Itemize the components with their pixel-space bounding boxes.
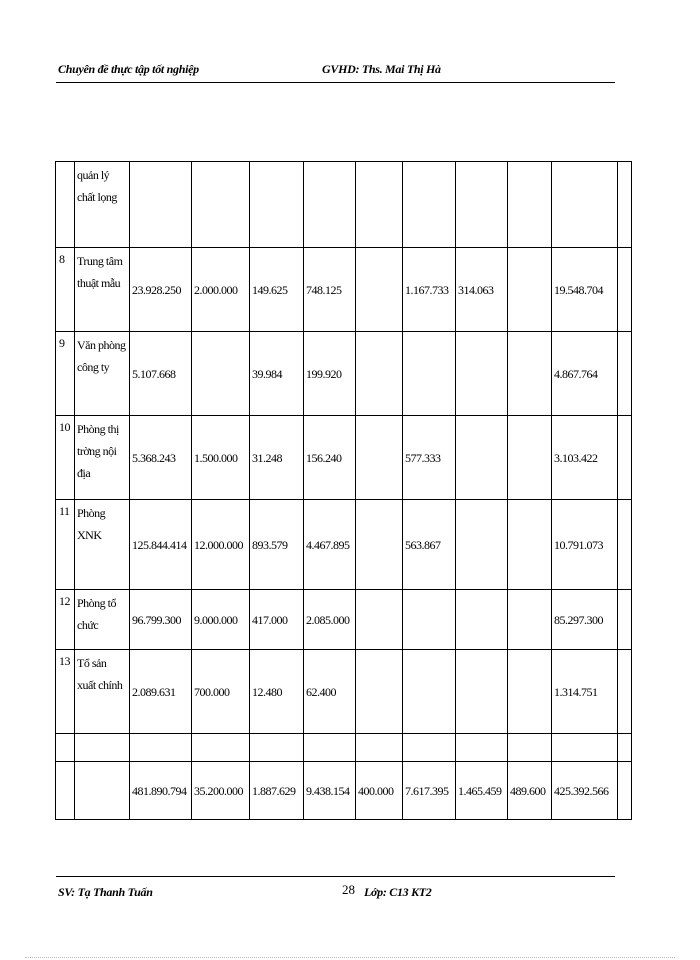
amount-cell bbox=[618, 332, 632, 416]
amount-cell: 125.844.414 bbox=[130, 500, 192, 590]
amount-cell bbox=[130, 734, 192, 762]
table-row bbox=[56, 416, 632, 500]
amount-cell bbox=[456, 650, 508, 734]
amount-cell bbox=[250, 162, 304, 248]
amount-cell bbox=[130, 162, 192, 248]
unit-name-cell: Trung tâm thuật mẫu bbox=[75, 248, 130, 332]
unit-name-cell: Phòng thị trờng nội địa bbox=[75, 416, 130, 500]
amount-cell bbox=[618, 650, 632, 734]
row-number-cell bbox=[56, 762, 75, 820]
amount-cell bbox=[456, 416, 508, 500]
table-row bbox=[56, 650, 632, 734]
amount-cell: 35.200.000 bbox=[192, 762, 250, 820]
amount-cell: 5.368.243 bbox=[130, 416, 192, 500]
amount-cell: 2.000.000 bbox=[192, 248, 250, 332]
amount-cell: 314.063 bbox=[456, 248, 508, 332]
amount-cell bbox=[618, 762, 632, 820]
amount-cell bbox=[403, 734, 456, 762]
amount-cell: 62.400 bbox=[304, 650, 356, 734]
amount-cell: 10.791.073 bbox=[552, 500, 618, 590]
amount-cell bbox=[552, 162, 618, 248]
table-row bbox=[56, 332, 632, 416]
amount-cell: 417.000 bbox=[250, 590, 304, 650]
amount-cell bbox=[403, 650, 456, 734]
amount-cell: 1.314.751 bbox=[552, 650, 618, 734]
amount-cell bbox=[250, 734, 304, 762]
data-table bbox=[55, 161, 632, 820]
amount-cell: 700.000 bbox=[192, 650, 250, 734]
amount-cell: 19.548.704 bbox=[552, 248, 618, 332]
amount-cell: 400.000 bbox=[356, 762, 403, 820]
amount-cell bbox=[403, 162, 456, 248]
amount-cell: 425.392.566 bbox=[552, 762, 618, 820]
amount-cell bbox=[456, 590, 508, 650]
page-number: 28 bbox=[342, 882, 355, 897]
amount-cell bbox=[508, 734, 552, 762]
amount-cell: 5.107.668 bbox=[130, 332, 192, 416]
amount-cell: 481.890.794 bbox=[130, 762, 192, 820]
unit-name-cell: Văn phòng công ty bbox=[75, 332, 130, 416]
amount-cell bbox=[356, 650, 403, 734]
amount-cell bbox=[192, 162, 250, 248]
amount-cell bbox=[192, 332, 250, 416]
amount-cell: 39.984 bbox=[250, 332, 304, 416]
amount-cell bbox=[508, 650, 552, 734]
amount-cell bbox=[618, 416, 632, 500]
amount-cell: 199.920 bbox=[304, 332, 356, 416]
unit-name-cell bbox=[75, 762, 130, 820]
unit-name-cell: Phòng XNK bbox=[75, 500, 130, 590]
amount-cell: 156.240 bbox=[304, 416, 356, 500]
row-number-cell: 11 bbox=[56, 500, 75, 590]
amount-cell: 1.465.459 bbox=[456, 762, 508, 820]
amount-cell: 9.438.154 bbox=[304, 762, 356, 820]
amount-cell: 2.089.631 bbox=[130, 650, 192, 734]
amount-cell bbox=[403, 590, 456, 650]
amount-cell bbox=[356, 590, 403, 650]
amount-cell: 23.928.250 bbox=[130, 248, 192, 332]
amount-cell: 1.500.000 bbox=[192, 416, 250, 500]
amount-cell bbox=[304, 734, 356, 762]
amount-cell bbox=[356, 332, 403, 416]
running-footer-right: Lớp: C13 KT2 bbox=[364, 885, 432, 899]
amount-cell: 9.000.000 bbox=[192, 590, 250, 650]
row-number-cell: 10 bbox=[56, 416, 75, 500]
amount-cell bbox=[304, 162, 356, 248]
amount-cell bbox=[192, 734, 250, 762]
row-number-cell: 9 bbox=[56, 332, 75, 416]
table-row bbox=[56, 500, 632, 590]
amount-cell: 85.297.300 bbox=[552, 590, 618, 650]
amount-cell bbox=[356, 734, 403, 762]
amount-cell: 1.887.629 bbox=[250, 762, 304, 820]
unit-name-cell bbox=[75, 734, 130, 762]
running-footer-left: SV: Tạ Thanh Tuấn bbox=[58, 885, 153, 899]
amount-cell bbox=[618, 590, 632, 650]
amount-cell: 3.103.422 bbox=[552, 416, 618, 500]
unit-name-cell: Phòng tổ chức bbox=[75, 590, 130, 650]
row-number-cell bbox=[56, 162, 75, 248]
table-row bbox=[56, 590, 632, 650]
amount-cell: 96.799.300 bbox=[130, 590, 192, 650]
amount-cell bbox=[618, 734, 632, 762]
page-edge-divider bbox=[25, 957, 675, 958]
table-row bbox=[56, 762, 632, 820]
table-row bbox=[56, 248, 632, 332]
amount-cell: 577.333 bbox=[403, 416, 456, 500]
amount-cell: 12.480 bbox=[250, 650, 304, 734]
amount-cell: 1.167.733 bbox=[403, 248, 456, 332]
amount-cell: 149.625 bbox=[250, 248, 304, 332]
amount-cell bbox=[618, 162, 632, 248]
row-number-cell: 12 bbox=[56, 590, 75, 650]
amount-cell bbox=[456, 332, 508, 416]
amount-cell: 12.000.000 bbox=[192, 500, 250, 590]
amount-cell bbox=[552, 734, 618, 762]
amount-cell bbox=[456, 500, 508, 590]
running-header-left: Chuyên đề thực tập tốt nghiệp bbox=[58, 62, 199, 76]
amount-cell bbox=[356, 416, 403, 500]
amount-cell: 563.867 bbox=[403, 500, 456, 590]
amount-cell bbox=[456, 734, 508, 762]
row-number-cell: 8 bbox=[56, 248, 75, 332]
amount-cell: 4.867.764 bbox=[552, 332, 618, 416]
table-row bbox=[56, 162, 632, 248]
amount-cell bbox=[356, 500, 403, 590]
running-header-right: GVHD: Ths. Mai Thị Hà bbox=[322, 62, 441, 76]
amount-cell bbox=[618, 500, 632, 590]
unit-name-cell: Tổ sản xuất chính bbox=[75, 650, 130, 734]
amount-cell: 31.248 bbox=[250, 416, 304, 500]
amount-cell: 4.467.895 bbox=[304, 500, 356, 590]
amount-cell bbox=[508, 248, 552, 332]
amount-cell bbox=[618, 248, 632, 332]
amount-cell bbox=[356, 248, 403, 332]
amount-cell bbox=[403, 332, 456, 416]
amount-cell: 748.125 bbox=[304, 248, 356, 332]
amount-cell: 489.600 bbox=[508, 762, 552, 820]
header-rule bbox=[56, 82, 615, 83]
amount-cell bbox=[508, 500, 552, 590]
amount-cell bbox=[356, 162, 403, 248]
row-number-cell bbox=[56, 734, 75, 762]
row-number-cell: 13 bbox=[56, 650, 75, 734]
amount-cell bbox=[508, 590, 552, 650]
amount-cell bbox=[508, 416, 552, 500]
unit-name-cell: quản lý chất lọng bbox=[75, 162, 130, 248]
amount-cell bbox=[508, 162, 552, 248]
amount-cell bbox=[508, 332, 552, 416]
amount-cell: 893.579 bbox=[250, 500, 304, 590]
footer-rule bbox=[56, 876, 615, 877]
amount-cell bbox=[456, 162, 508, 248]
amount-cell: 2.085.000 bbox=[304, 590, 356, 650]
amount-cell: 7.617.395 bbox=[403, 762, 456, 820]
table-row bbox=[56, 734, 632, 762]
